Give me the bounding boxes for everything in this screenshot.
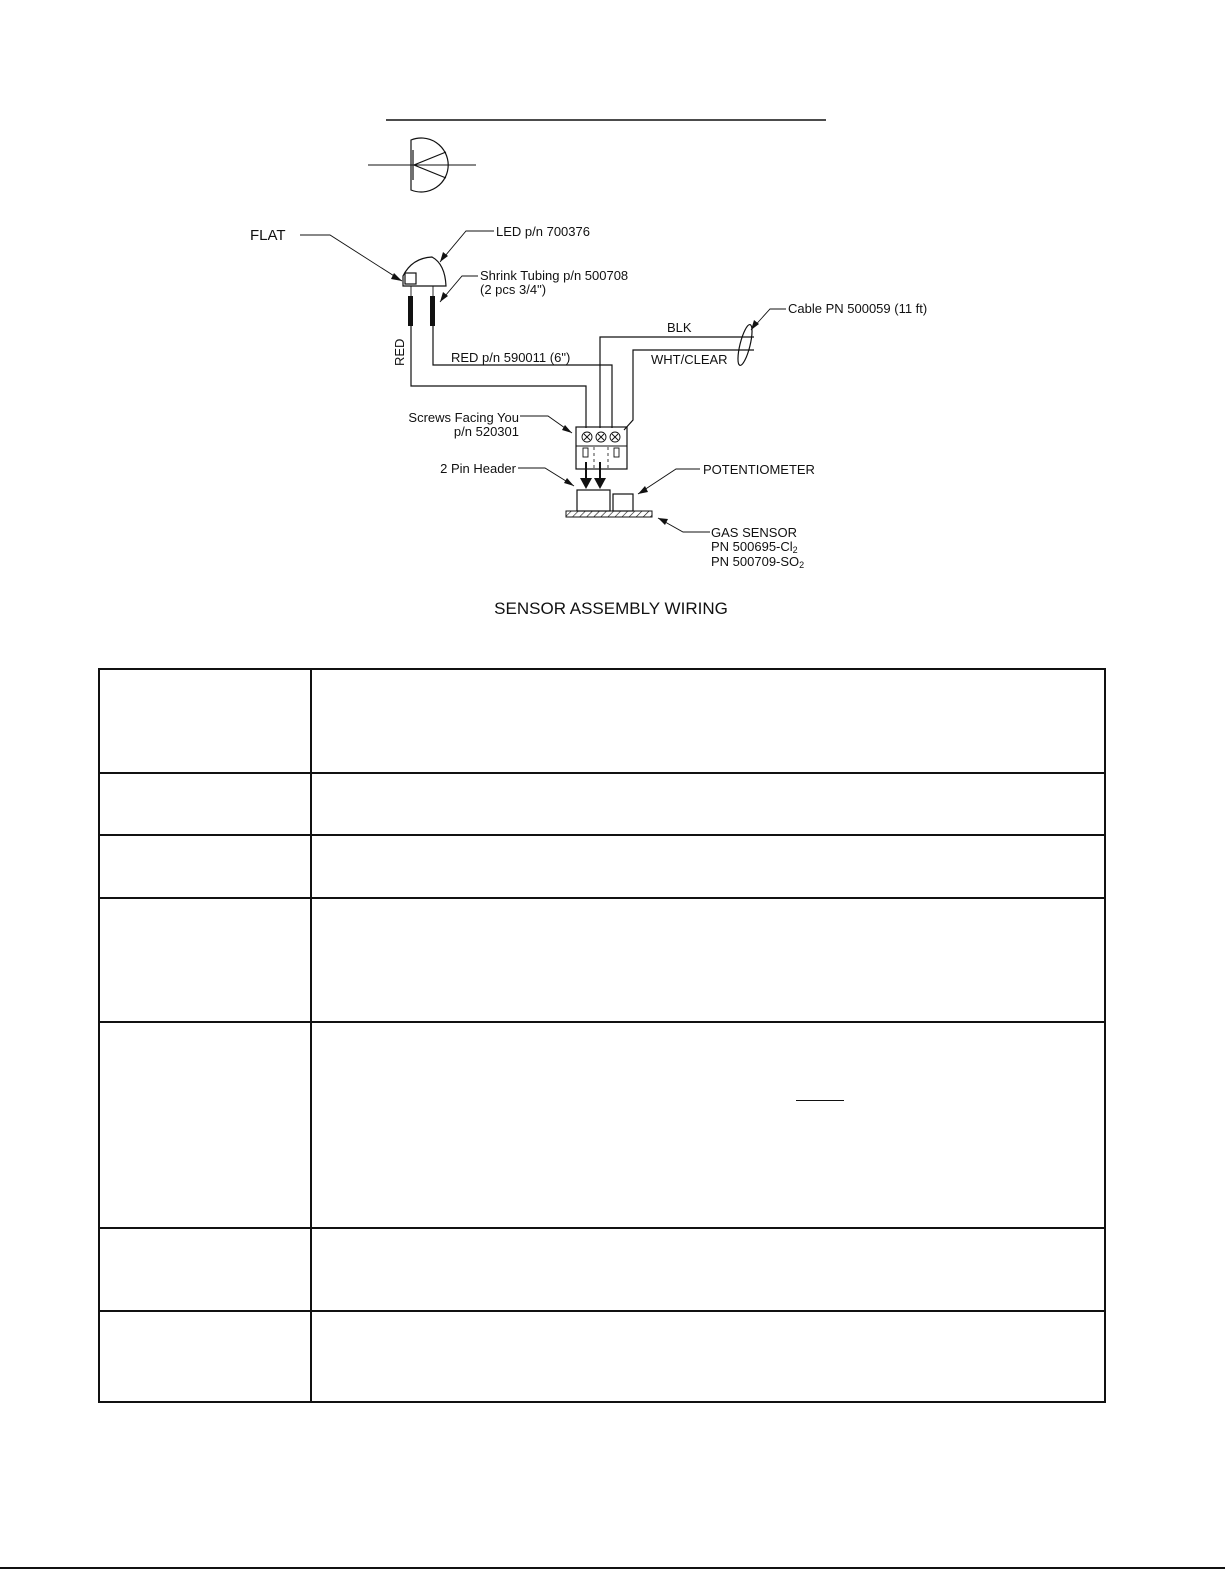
table-cell-label [99, 669, 311, 773]
table-cell-value [311, 773, 1105, 835]
table-cell-label [99, 1311, 311, 1402]
spec-table [98, 668, 1106, 1403]
table-row [99, 1022, 1105, 1228]
label-red-vertical: RED [392, 338, 407, 366]
label-shrink-qty: (2 pcs 3/4") [480, 282, 547, 297]
page-bottom-rule [0, 1567, 1225, 1569]
table-row [99, 1311, 1105, 1402]
table-row [99, 669, 1105, 773]
table-cell-value [311, 1022, 1105, 1228]
label-flat: FLAT [250, 227, 286, 244]
terminal-block [576, 427, 627, 469]
table-cell-label [99, 898, 311, 1022]
table-row [99, 1228, 1105, 1311]
led-body [403, 257, 446, 326]
cable-end-icon [735, 323, 755, 366]
table-cell-value [311, 835, 1105, 898]
gas-sensor-board [566, 511, 652, 517]
sensor-assembly-wiring-diagram [0, 0, 1225, 660]
label-shrink-tubing: Shrink Tubing p/n 500708 [480, 268, 629, 283]
label-gas-sensor: GAS SENSOR [711, 525, 797, 540]
table-cell-value [311, 1228, 1105, 1311]
label-red-wire: RED p/n 590011 (6") [451, 350, 571, 365]
shrink-tube-left [408, 296, 413, 326]
led-symbol-icon [368, 138, 476, 192]
pin-header [577, 490, 610, 511]
potentiometer [613, 494, 633, 511]
label-pn-so2: PN 500709-SO2 [711, 554, 805, 570]
table-cell-label [99, 835, 311, 898]
table-cell-label [99, 1228, 311, 1311]
diagram-caption: SENSOR ASSEMBLY WIRING [494, 599, 728, 618]
label-wht-clear: WHT/CLEAR [651, 352, 728, 367]
label-cable: Cable PN 500059 (11 ft) [788, 301, 928, 316]
table-cell-value [311, 898, 1105, 1022]
label-led: LED p/n 700376 [496, 224, 590, 239]
label-pn-cl2: PN 500695-Cl2 [711, 539, 798, 555]
label-blk: BLK [667, 320, 692, 335]
label-screws-pn: p/n 520301 [453, 424, 519, 439]
table-cell-label [99, 773, 311, 835]
label-screws: Screws Facing You [408, 410, 519, 425]
table-row [99, 835, 1105, 898]
label-potentiometer: POTENTIOMETER [703, 462, 815, 477]
table-row [99, 773, 1105, 835]
underline-mark [796, 1100, 844, 1101]
label-pin-header: 2 Pin Header [440, 461, 516, 476]
blk-wire [600, 337, 754, 428]
shrink-tube-right [430, 296, 435, 326]
table-cell-value [311, 1311, 1105, 1402]
table-row [99, 898, 1105, 1022]
table-cell-label [99, 1022, 311, 1228]
table-cell-value [311, 669, 1105, 773]
